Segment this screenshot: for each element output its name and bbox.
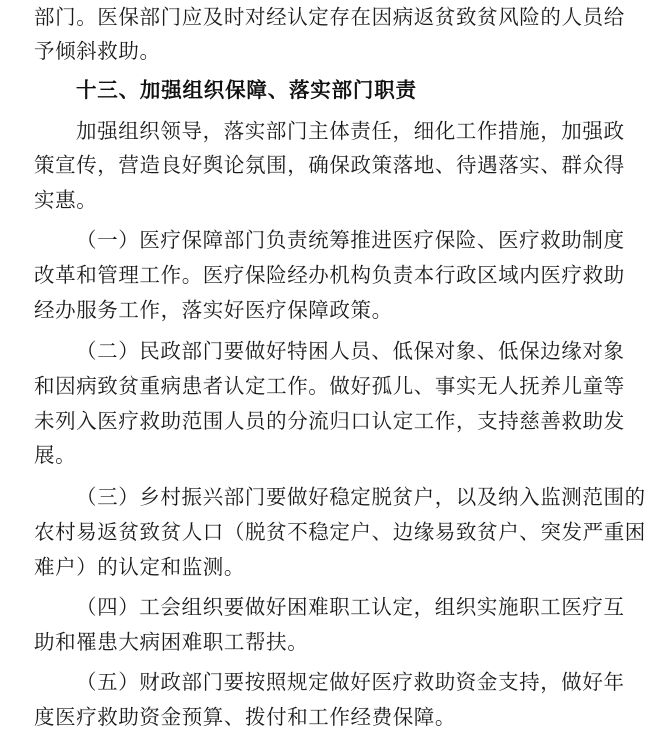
paragraph-line: （四）工会组织要做好困难职工认定，组织实施职工医疗互	[76, 595, 625, 619]
paragraph-line: 度医疗救助资金预算、拨付和工作经费保障。	[34, 705, 456, 729]
paragraph-line: （三）乡村振兴部门要做好稳定脱贫户，以及纳入监测范围的	[76, 485, 646, 509]
paragraph-line: 实惠。	[34, 188, 98, 212]
paragraph-line: 部门。医保部门应及时对经认定存在因病返贫致贫风险的人员给	[34, 5, 625, 29]
paragraph-line: 难户）的认定和监测。	[34, 555, 245, 579]
paragraph-line: 予倾斜救助。	[34, 39, 161, 63]
paragraph-line: 经办服务工作，落实好医疗保障政策。	[34, 298, 393, 322]
paragraph-line: 助和罹患大病困难职工帮扶。	[34, 630, 309, 654]
paragraph-line: 和因病致贫重病患者认定工作。做好孤儿、事实无人抚养儿童等	[34, 374, 625, 398]
section-heading: 十三、加强组织保障、落实部门职责	[76, 78, 417, 102]
paragraph-line: 未列入医疗救助范围人员的分流归口认定工作，支持慈善救助发	[34, 409, 625, 433]
paragraph-line: 展。	[34, 443, 77, 467]
paragraph-line: 策宣传，营造良好舆论氛围，确保政策落地、待遇落实、群众得	[34, 153, 625, 177]
paragraph-line: （二）民政部门要做好特困人员、低保对象、低保边缘对象	[76, 339, 625, 363]
paragraph-line: （一）医疗保障部门负责统筹推进医疗保险、医疗救助制度	[76, 228, 625, 252]
paragraph-line: 加强组织领导，落实部门主体责任，细化工作措施，加强政	[76, 119, 625, 143]
paragraph-line: 农村易返贫致贫人口（脱贫不稳定户、边缘易致贫户、突发严重困	[34, 520, 646, 544]
paragraph-line: 改革和管理工作。医疗保险经办机构负责本行政区域内医疗救助	[34, 263, 625, 287]
paragraph-line: （五）财政部门要按照规定做好医疗救助资金支持，做好年	[76, 670, 625, 694]
